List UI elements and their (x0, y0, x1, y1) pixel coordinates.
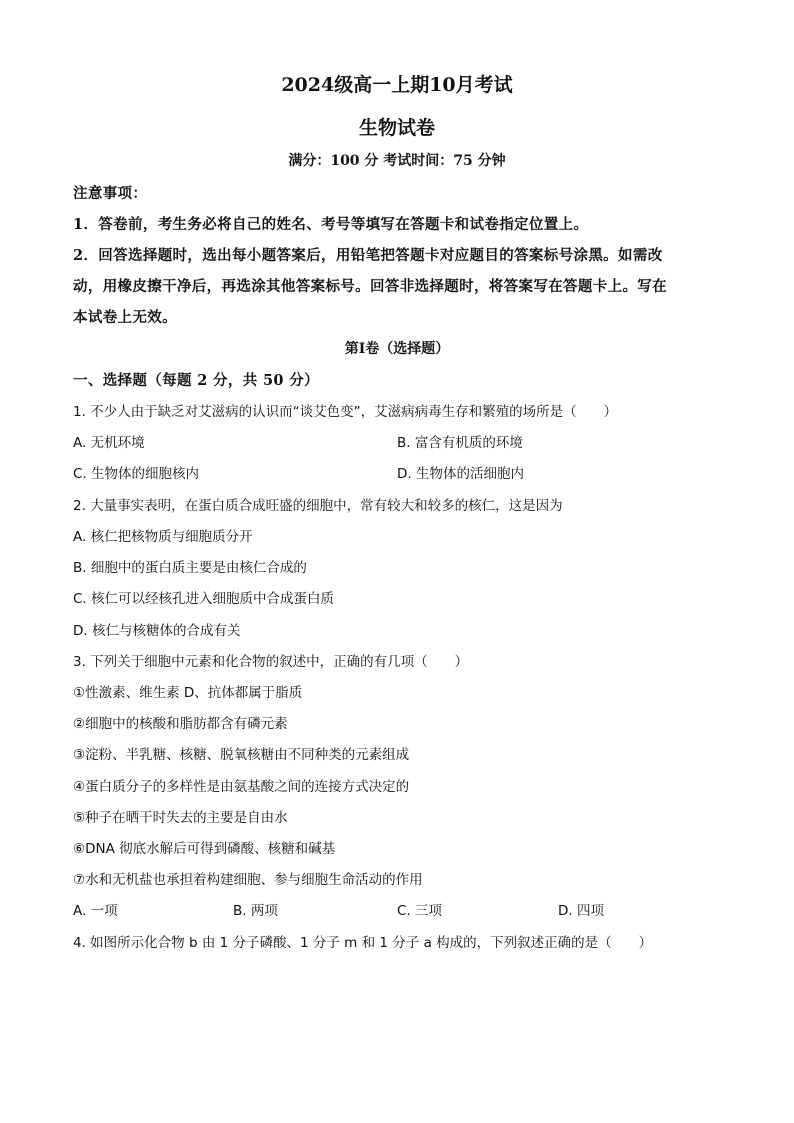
q1-option-a: A. 无机环境 (73, 435, 145, 451)
notice-item-1: 1．答卷前，考生务必将自己的姓名、考号等填写在答题卡和试卷指定位置上。 (73, 216, 589, 233)
notice-heading: 注意事项： (73, 185, 148, 202)
volume-heading: 第Ⅰ卷（选择题） (344, 341, 450, 357)
notice-item-2-line-2: 动，用橡皮擦干净后，再选涂其他答案标号。回答非选择题时，将答案写在答题卡上。写在 (73, 278, 667, 295)
q3-option-c: C. 三项 (397, 903, 443, 919)
q3-statement-5: ⑤种子在晒干时失去的主要是自由水 (73, 810, 288, 826)
q2-option-b: B. 细胞中的蛋白质主要是由核仁合成的 (73, 560, 307, 576)
q1-option-d: D. 生物体的活细胞内 (397, 466, 524, 482)
q3-statement-7: ⑦水和无机盐也承担着构建细胞、参与细胞生命活动的作用 (73, 872, 423, 888)
exam-info: 满分：100 分 考试时间：75 分钟 (288, 153, 506, 169)
q3-statement-1: ①性激素、维生素 D、抗体都属于脂质 (73, 685, 303, 701)
q3-stem: 3. 下列关于细胞中元素和化合物的叙述中，正确的有几项（ ） (73, 654, 469, 670)
q3-statement-3: ③淀粉、半乳糖、核糖、脱氧核糖由不同种类的元素组成 (73, 747, 410, 763)
q3-option-b: B. 两项 (233, 903, 278, 919)
notice-item-2-line-1: 2．回答选择题时，选出每小题答案后，用铅笔把答题卡对应题目的答案标号涂黑。如需改 (73, 247, 663, 264)
q3-option-d: D. 四项 (558, 903, 604, 919)
q2-option-d: D. 核仁与核糖体的合成有关 (73, 623, 241, 639)
q1-option-c: C. 生物体的细胞核内 (73, 466, 200, 482)
q3-option-a: A. 一项 (73, 903, 118, 919)
q1-option-b: B. 富含有机质的环境 (397, 435, 523, 451)
exam-subject: 生物试卷 (358, 117, 435, 139)
q3-statement-6: ⑥DNA 彻底水解后可得到磷酸、核糖和碱基 (73, 841, 336, 857)
q2-option-c: C. 核仁可以经核孔进入细胞质中合成蛋白质 (73, 591, 335, 607)
exam-title: 2024级高一上期10月考试 (281, 74, 513, 96)
q1-stem: 1. 不少人由于缺乏对艾滋病的认识而“谈艾色变”，艾滋病病毒生存和繁殖的场所是（ ） (73, 404, 618, 420)
q2-stem: 2. 大量事实表明，在蛋白质合成旺盛的细胞中，常有较大和较多的核仁，这是因为 (73, 498, 563, 514)
q3-statement-4: ④蛋白质分子的多样性是由氨基酸之间的连接方式决定的 (73, 779, 410, 795)
notice-item-2-line-3: 本试卷上无效。 (73, 309, 177, 326)
q3-statement-2: ②细胞中的核酸和脂肪都含有磷元素 (73, 716, 288, 732)
q2-option-a: A. 核仁把核物质与细胞质分开 (73, 529, 253, 545)
q4-stem: 4. 如图所示化合物 b 由 1 分子磷酸、1 分子 m 和 1 分子 a 构成的，下列叙述正确的是（ ） (73, 935, 653, 951)
section-heading: 一、选择题（每题 2 分，共 50 分） (73, 372, 319, 389)
